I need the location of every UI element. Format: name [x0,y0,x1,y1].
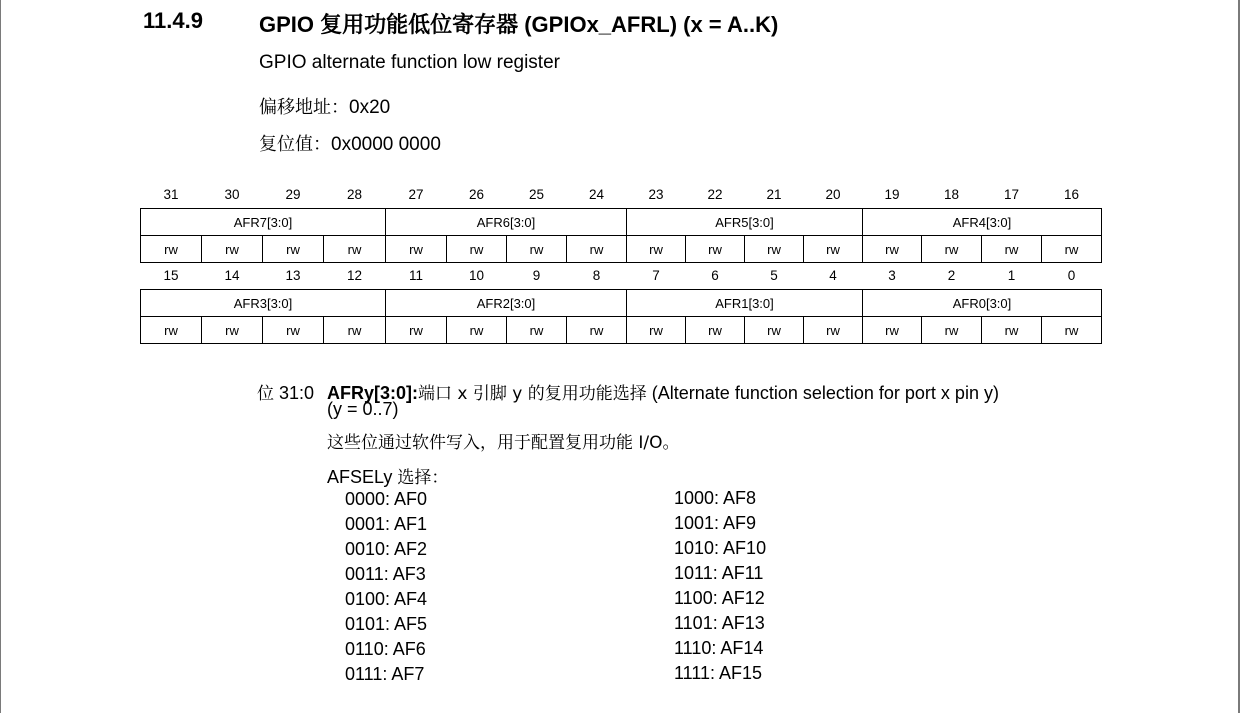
access-type: rw [804,317,863,344]
offset-label: 偏移地址： [259,97,349,118]
bit-range [257,379,314,404]
access-type: rw [922,236,982,263]
section-number: 11.4.9 [143,8,203,33]
bit-number: 14 [224,268,240,283]
afsel-option: 1110: AF14 [674,638,764,658]
access-type: rw [263,317,324,344]
access-type: rw [202,236,263,263]
bit-number: 4 [829,268,837,283]
page-border-left [0,0,1,713]
access-type: rw [567,317,627,344]
bit-number: 22 [707,187,723,202]
afsel-option: 0110: AF6 [345,639,426,659]
afsel-option: 1100: AF12 [674,588,765,608]
bit-number: 3 [888,268,896,283]
afsel-suffix: 选择： [397,468,449,488]
bit-number: 15 [163,268,179,283]
access-type: rw [324,236,386,263]
field-cn-text: 端口 x 引脚 y 的复用功能选择 [418,384,647,404]
access-type: rw [1042,317,1102,344]
access-type: rw [386,236,447,263]
access-type: rw [202,317,263,344]
bit-number: 26 [468,187,485,202]
register-table-low [140,262,1102,344]
access-type: rw [507,236,567,263]
bit-number: 27 [408,187,424,202]
access-type: rw [141,236,202,263]
afsel-options-right [674,486,766,686]
offset-value: 0x20 [349,97,391,118]
access-type: rw [627,236,686,263]
bit-number: 16 [1063,187,1080,202]
access-type: rw [922,317,982,344]
bit-number: 18 [943,187,960,202]
field-description [327,379,999,404]
field-afr4: AFR4[3:0] [863,209,1102,236]
field-afr0: AFR0[3:0] [863,290,1102,317]
access-type: rw [627,317,686,344]
afsel-option: 1111: AF15 [674,663,763,683]
bit-number: 30 [224,187,240,202]
access-type: rw [507,317,567,344]
access-type: rw [745,236,804,263]
access-type: rw [686,236,745,263]
afsel-option: 1001: AF9 [674,513,757,533]
access-type: rw [745,317,804,344]
bit-number: 12 [346,268,363,283]
access-type: rw [324,317,386,344]
bit-number: 25 [528,187,545,202]
afsel-options-left [345,487,427,687]
access-type: rw [447,317,507,344]
bit-number: 9 [532,268,541,283]
reset-value-text: 0x0000 0000 [331,134,441,155]
bit-number: 1 [1007,268,1016,283]
field-afr7: AFR7[3:0] [141,209,386,236]
section-title: GPIO 复用功能低位寄存器 (GPIOx_AFRL) (x = A..K) [259,12,779,37]
access-type: rw [447,236,507,263]
field-afr3: AFR3[3:0] [141,290,386,317]
access-type: rw [567,236,627,263]
bit-number: 23 [648,187,664,202]
access-type: rw [686,317,745,344]
afsel-option: 1101: AF13 [674,613,765,633]
access-type: rw [863,236,922,263]
bit-number: 31 [163,187,179,202]
afsel-option: 1000: AF8 [674,488,757,508]
bit-number: 20 [825,187,841,202]
bit-number: 21 [766,187,782,202]
field-note: 这些位通过软件写入，用于配置复用功能 I/O。 [327,433,680,453]
bit-number: 8 [592,268,601,283]
afsel-option: 0100: AF4 [345,589,428,609]
access-type: rw [863,317,922,344]
afsel-option: 1011: AF11 [674,563,764,583]
bit-range-prefix: 位 [257,384,274,404]
bit-number: 10 [468,268,485,283]
bit-number: 19 [884,187,900,202]
afsel-option: 0011: AF3 [345,564,426,584]
bit-number: 7 [652,268,660,283]
field-name: AFRy[3:0]: [327,383,419,403]
bit-number: 13 [285,268,301,283]
bit-number: 28 [346,187,363,202]
access-type: rw [141,317,202,344]
access-type: rw [982,317,1042,344]
bit-number: 17 [1003,187,1020,202]
register-table-high [140,181,1102,263]
section-subtitle: GPIO alternate function low register [259,52,560,73]
offset-address [259,93,390,119]
bit-number: 24 [588,187,605,202]
bit-number: 0 [1067,268,1076,283]
access-type: rw [1042,236,1102,263]
bit-number: 6 [711,268,719,283]
afsel-option: 0111: AF7 [345,664,425,684]
field-afr1: AFR1[3:0] [627,290,863,317]
bit-number: 5 [770,268,778,283]
bit-range-value: 31:0 [279,383,315,403]
bit-number: 11 [408,268,423,283]
afsel-name: AFSELy [327,467,393,487]
field-afr2: AFR2[3:0] [386,290,627,317]
bit-number: 2 [947,268,956,283]
afsel-option: 0101: AF5 [345,614,428,634]
access-type: rw [263,236,324,263]
afsel-label [327,463,448,488]
access-type: rw [386,317,447,344]
afsel-option: 0001: AF1 [345,514,428,534]
field-afr6: AFR6[3:0] [386,209,627,236]
access-type: rw [804,236,863,263]
afsel-option: 1010: AF10 [674,538,767,558]
field-en-text: (Alternate function selection for port x pin y) [651,383,999,403]
field-afr5: AFR5[3:0] [627,209,863,236]
afsel-option: 0010: AF2 [345,539,428,559]
reset-value [259,130,441,156]
reset-label: 复位值： [259,134,331,155]
afsel-option: 0000: AF0 [345,489,428,509]
bit-number: 29 [285,187,301,202]
access-type: rw [982,236,1042,263]
field-range-note: (y = 0..7) [327,399,399,419]
